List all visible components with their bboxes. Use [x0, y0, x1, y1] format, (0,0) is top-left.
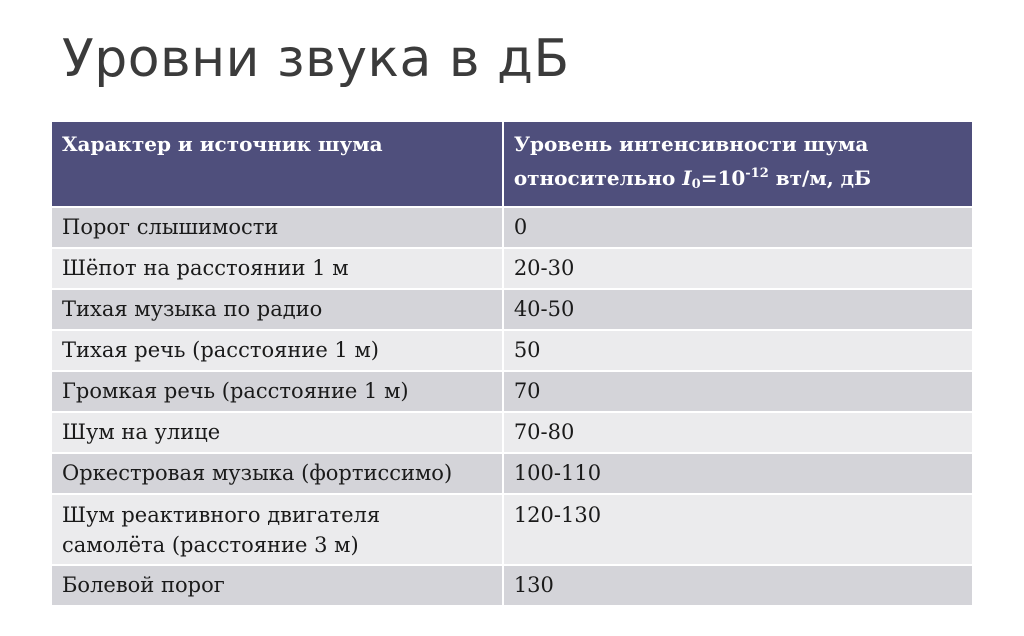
level-cell: 50: [503, 330, 973, 371]
level-cell: 70: [503, 371, 973, 412]
table-header-row: [51, 121, 973, 207]
table-row: [51, 371, 973, 412]
table-row: [51, 248, 973, 289]
level-cell: 20-30: [503, 248, 973, 289]
header-level: [503, 121, 973, 207]
source-cell: [51, 494, 503, 565]
table-row: [51, 412, 973, 453]
source-cell: Тихая речь (расстояние 1 м): [51, 330, 503, 371]
source-cell: Громкая речь (расстояние 1 м): [51, 371, 503, 412]
table-row: [51, 494, 973, 565]
source-cell: Болевой порог: [51, 565, 503, 606]
source-cell: Шёпот на расстоянии 1 м: [51, 248, 503, 289]
header-level-sup: -12: [745, 166, 769, 181]
source-cell: Шум на улице: [51, 412, 503, 453]
header-source: Характер и источник шума: [51, 121, 503, 207]
header-level-line1: Уровень интенсивности шума: [513, 132, 869, 156]
source-line: Шум реактивного двигателя: [62, 503, 381, 527]
header-level-sub: 0: [691, 177, 701, 192]
table-row: [51, 207, 973, 248]
source-cell: Тихая музыка по радио: [51, 289, 503, 330]
level-cell: 70-80: [503, 412, 973, 453]
header-level-prefix: относительно: [513, 166, 683, 190]
level-cell: 0: [503, 207, 973, 248]
header-level-var: I: [682, 166, 692, 190]
table-row: [51, 289, 973, 330]
header-level-mid: =10: [700, 166, 746, 190]
source-cell: Порог слышимости: [51, 207, 503, 248]
source-cell: Оркестровая музыка (фортиссимо): [51, 453, 503, 494]
slide-title: Уровни звука в дБ: [62, 29, 570, 89]
level-cell: 120-130: [503, 494, 973, 565]
header-level-suffix: вт/м, дБ: [768, 166, 872, 190]
sound-level-table: [50, 120, 974, 607]
level-cell: 40-50: [503, 289, 973, 330]
table-row: [51, 330, 973, 371]
level-cell: 130: [503, 565, 973, 606]
level-cell: 100-110: [503, 453, 973, 494]
source-line: самолёта (расстояние 3 м): [62, 533, 359, 557]
table-row: [51, 453, 973, 494]
table-row: [51, 565, 973, 606]
